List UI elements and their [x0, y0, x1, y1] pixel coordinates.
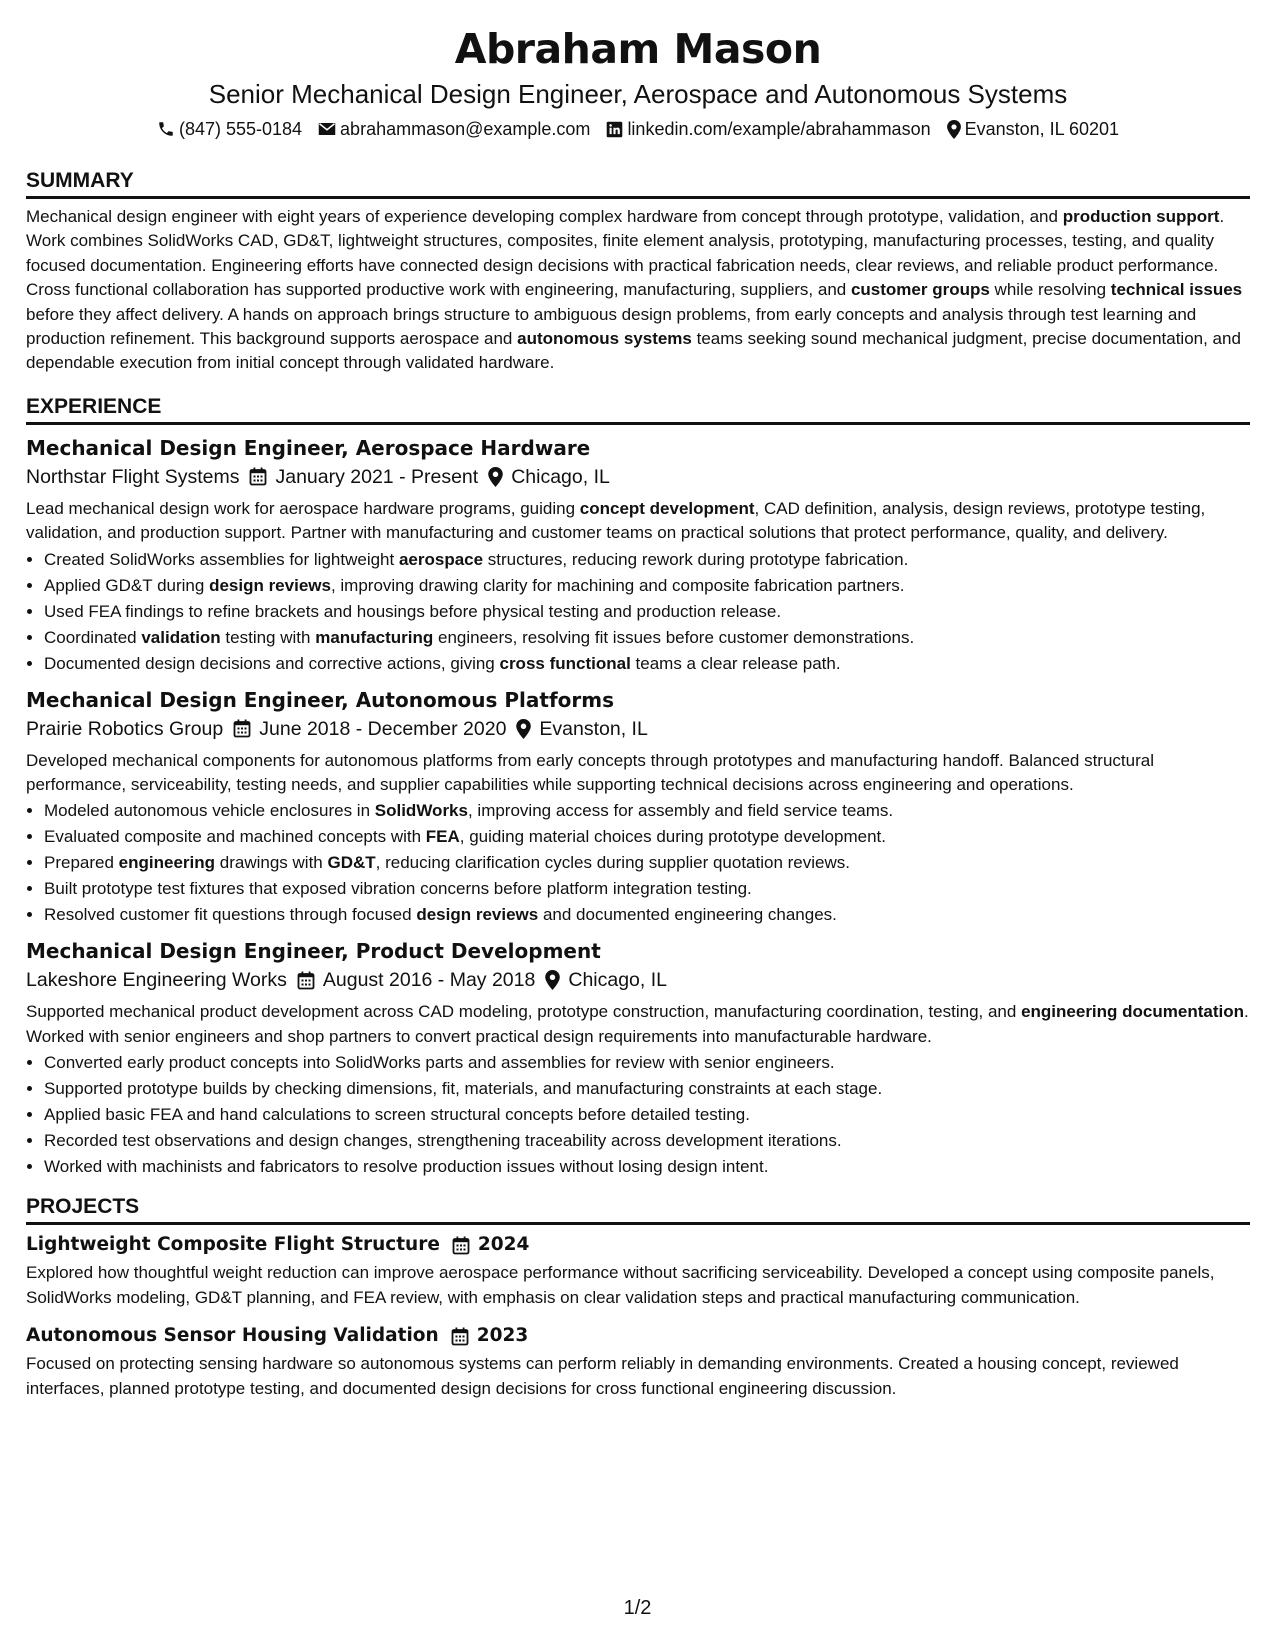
job-bullet: • Used FEA findings to refine brackets and housings before physical testing and production release.	[44, 599, 1250, 625]
project-year	[452, 1231, 530, 1259]
emphasis-text: customer groups	[850, 280, 990, 300]
job-meta	[26, 715, 1250, 743]
job-dates-text: January 2021 - Present	[275, 465, 479, 488]
job-description: Supported mechanical product development across CAD modeling, prototype construction, manufacturing coordination, testing, and engineering documentation. Worked with senior engineers and shop partners to convert practical design requirements into manufacturable hardware.	[26, 1002, 1249, 1046]
contact-phone	[157, 116, 302, 142]
job-dates	[297, 966, 535, 994]
project-description: Focused on protecting sensing hardware so autonomous systems can perform reliably in demanding environments. Created a housing concept, reviewed interfaces, planned prototype testing, and documented design decisions for cross functional engineering discussion.	[26, 1354, 1179, 1398]
job-dates	[249, 463, 478, 491]
job-location	[545, 966, 667, 994]
projects-heading: PROJECTS	[26, 1194, 1250, 1225]
resume-content	[26, 20, 1250, 1401]
job-bullet: • Built prototype test fixtures that exposed vibration concerns before platform integration testing.	[44, 876, 1250, 902]
contact-email-text[interactable]: abrahammason@example.com	[340, 119, 591, 139]
experience-section	[26, 394, 1250, 1180]
linkedin-icon	[606, 121, 623, 138]
job-bullet: • Applied GD&T during design reviews, improving drawing clarity for machining and composite fabrication partners.	[44, 573, 1250, 599]
job-company: Northstar Flight Systems	[26, 465, 240, 488]
job-location-text: Chicago, IL	[568, 969, 668, 992]
projects-section	[26, 1194, 1250, 1401]
job-meta	[26, 463, 1250, 491]
emphasis-text: aerospace	[398, 549, 484, 569]
project-name: Autonomous Sensor Housing Validation	[26, 1325, 439, 1347]
emphasis-text: manufacturing	[315, 627, 434, 647]
job-company: Lakeshore Engineering Works	[26, 969, 287, 992]
job-location	[488, 463, 610, 491]
job-description: Developed mechanical components for autonomous platforms from early concepts through prototypes and manufacturing handoff. Balanced structural performance, serviceability, testing needs, and supplier capabilities while supporting technical decisions across engineering and operations.	[26, 750, 1154, 795]
job-bullet: • Worked with machinists and fabricators to resolve production issues without losing design intent.	[44, 1154, 1250, 1180]
map-pin-icon	[947, 120, 961, 139]
job-dates-text: June 2018 - December 2020	[259, 717, 507, 740]
job-bullet: • Prepared engineering drawings with GD&T, reducing clarification cycles during supplier quotation reviews.	[44, 850, 1250, 876]
job-bullet-list	[26, 798, 1250, 928]
calendar-icon	[249, 467, 267, 486]
calendar-icon	[233, 719, 251, 738]
contact-email[interactable]	[318, 116, 590, 142]
job-bullet: • Evaluated composite and machined concepts with FEA, guiding material choices during prototype development.	[44, 824, 1250, 850]
emphasis-text: production support	[1062, 207, 1220, 226]
project-list	[26, 1231, 1250, 1401]
project-name: Lightweight Composite Flight Structure	[26, 1234, 440, 1256]
page-number: 1/2	[623, 1597, 652, 1619]
job-bullet: • Resolved customer fit questions through focused design reviews and documented engineering changes.	[44, 902, 1250, 928]
emphasis-text: design reviews	[209, 575, 331, 595]
project-header	[26, 1322, 1250, 1350]
emphasis-text: design reviews	[416, 905, 539, 925]
job-description: Lead mechanical design work for aerospace hardware programs, guiding concept development, CAD definition, analysis, design reviews, prototype testing, validation, and production support. Partner with manufacturing and customer teams on practical solutions that protect performance, quality, and delivery.	[26, 498, 1206, 543]
job-bullet: • Supported prototype builds by checking dimensions, fit, materials, and manufacturing constraints at each stage.	[44, 1076, 1250, 1102]
contact-location	[947, 116, 1119, 142]
job-meta	[26, 966, 1250, 994]
job-company: Prairie Robotics Group	[26, 717, 224, 740]
job-bullet: • Coordinated validation testing with manufacturing engineers, resolving fit issues before customer demonstrations.	[44, 625, 1250, 651]
contact-linkedin[interactable]	[606, 116, 930, 142]
job-bullet: • Modeled autonomous vehicle enclosures in SolidWorks, improving access for assembly and field service teams.	[44, 798, 1250, 824]
candidate-headline: Senior Mechanical Design Engineer, Aerospace and Autonomous Systems	[208, 79, 1068, 109]
project-description: Explored how thoughtful weight reduction can improve aerospace performance without sacrificing serviceability. Developed a concept using composite panels, SolidWorks modeling, GD&T planning, and FEA review, with emphasis on clear validation steps and practical manufacturing communication.	[26, 1263, 1215, 1307]
job-bullet: • Documented design decisions and corrective actions, giving cross functional teams a clear release path.	[44, 651, 1250, 677]
job-title: Mechanical Design Engineer, Aerospace Hardware	[26, 435, 591, 460]
emphasis-text: autonomous systems	[517, 329, 692, 349]
job-title: Mechanical Design Engineer, Autonomous Platforms	[26, 687, 614, 712]
job-entry	[26, 685, 1250, 929]
map-pin-icon	[488, 467, 503, 487]
job-dates	[233, 715, 506, 743]
emphasis-text: cross functional	[499, 653, 631, 673]
project-header	[26, 1231, 1250, 1259]
project-entry	[26, 1231, 1250, 1310]
calendar-icon	[451, 1327, 469, 1346]
job-title: Mechanical Design Engineer, Product Development	[26, 939, 601, 964]
project-year-text: 2023	[476, 1325, 529, 1347]
job-bullet: • Created SolidWorks assemblies for lightweight aerospace structures, reducing rework during prototype fabrication.	[44, 547, 1250, 573]
contact-linkedin-text[interactable]: linkedin.com/example/abrahammason	[627, 119, 931, 139]
job-bullet-list	[26, 1050, 1250, 1180]
contact-location-text: Evanston, IL 60201	[964, 119, 1120, 139]
calendar-icon	[297, 971, 315, 990]
candidate-name: Abraham Mason	[454, 25, 822, 73]
job-bullet: • Applied basic FEA and hand calculations to screen structural concepts before detailed testing.	[44, 1102, 1250, 1128]
job-list	[26, 433, 1250, 1180]
map-pin-icon	[545, 970, 560, 990]
emphasis-text: technical issues	[1110, 280, 1243, 300]
summary-heading: SUMMARY	[26, 168, 1250, 199]
summary-text: Mechanical design engineer with eight years of experience developing complex hardware from concept through prototype, validation, and production support. Work combines SolidWorks CAD, GD&T, lightweight structures, composites, finite element analysis, prototyping, manufacturing processes, testing, and quality focused documentation. Engineering efforts have connected design decisions with practical fabrication needs, clear reviews, and reliable product performance. Cross functional collaboration has supported productive work with engineering, manufacturing, suppliers, and customer groups while resolving technical issues before they affect delivery. A hands on approach brings structure to ambiguous design problems, from early concepts and analysis through test learning and production refinement. This background supports aerospace and autonomous systems teams seeking sound mechanical judgment, precise documentation, and dependable execution from initial concept through validated hardware.	[26, 207, 1243, 373]
emphasis-text: validation	[141, 627, 221, 647]
job-dates-text: August 2016 - May 2018	[322, 969, 536, 992]
map-pin-icon	[516, 719, 531, 739]
project-year-text: 2024	[477, 1234, 530, 1256]
resume-header	[26, 20, 1250, 142]
job-bullet: • Converted early product concepts into SolidWorks parts and assemblies for review with senior engineers.	[44, 1050, 1250, 1076]
job-entry	[26, 936, 1250, 1180]
contact-phone-text: (847) 555-0184	[178, 119, 303, 139]
job-location	[516, 715, 647, 743]
job-location-text: Chicago, IL	[511, 465, 610, 488]
project-year	[451, 1322, 529, 1350]
job-location-text: Evanston, IL	[539, 717, 648, 740]
job-bullet-list	[26, 547, 1250, 677]
job-bullet: • Recorded test observations and design changes, strengthening traceability across development iterations.	[44, 1128, 1250, 1154]
emphasis-text: SolidWorks	[374, 801, 468, 821]
emphasis-text: concept development	[579, 498, 755, 518]
calendar-icon	[452, 1236, 470, 1255]
emphasis-text: engineering	[118, 853, 216, 873]
envelope-icon	[318, 122, 336, 136]
contact-bar	[26, 116, 1250, 142]
job-entry	[26, 433, 1250, 677]
emphasis-text: FEA	[425, 827, 460, 847]
emphasis-text: GD&T	[327, 853, 376, 873]
summary-section	[26, 168, 1250, 376]
phone-icon	[157, 120, 175, 138]
experience-heading: EXPERIENCE	[26, 394, 1250, 425]
emphasis-text: engineering documentation	[1021, 1002, 1244, 1022]
project-entry	[26, 1322, 1250, 1401]
